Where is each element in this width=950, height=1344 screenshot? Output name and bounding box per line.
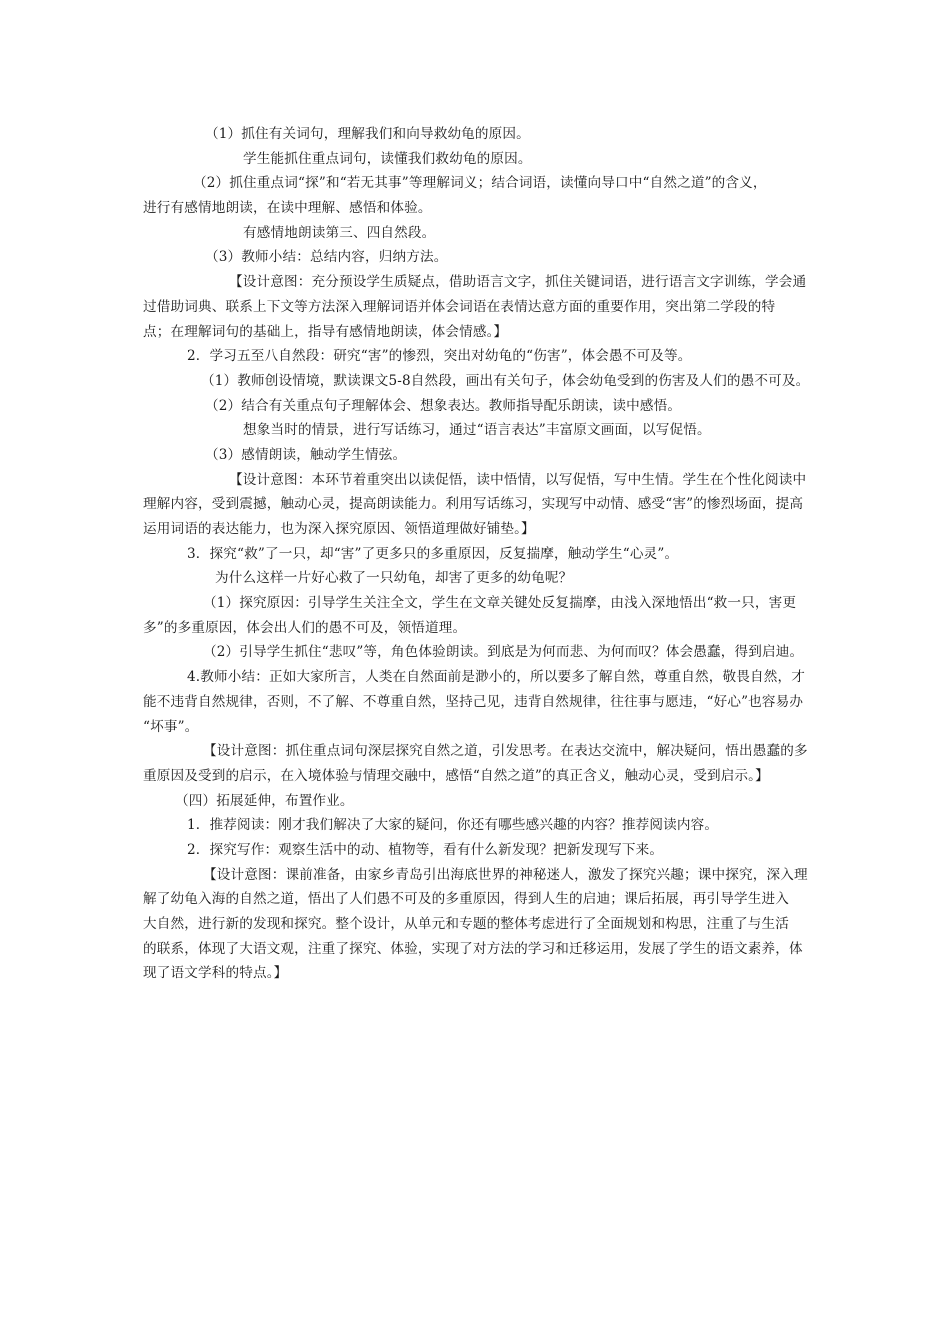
text-line-23: 4.教师小结：正如大家所言，人类在自然面前是渺小的，所以要多了解自然，尊重自然，敬畏自然，才 bbox=[187, 669, 805, 686]
text-line-15: 【设计意图：本环节着重突出以读促悟，读中悟情，以写促悟，写中生情。学生在个性化阅读中 bbox=[229, 471, 807, 488]
document-page bbox=[143, 122, 809, 986]
text-line-10: 2．学习五至八自然段：研究“害”的惨烈，突出对幼龟的“伤害”，体会愚不可及等。 bbox=[187, 348, 692, 365]
text-line-4: 进行有感情地朗读，在读中理解、感悟和体验。 bbox=[143, 200, 432, 217]
text-line-35: 现了语文学科的特点。】 bbox=[143, 965, 288, 982]
text-line-31: 【设计意图：课前准备，由家乡青岛引出海底世界的神秘迷人，激发了探究兴趣；课中探究，深入理 bbox=[203, 866, 808, 883]
text-line-19: 为什么这样一片好心救了一只幼龟，却害了更多的幼龟呢？ bbox=[215, 570, 573, 587]
text-line-1: （1）抓住有关词句，理解我们和向导救幼龟的原因。 bbox=[205, 126, 530, 142]
text-line-27: 重原因及受到的启示，在入境体验与情理交融中，感悟“自然之道”的真正含义，触动心灵，受到启示。】 bbox=[143, 767, 769, 784]
text-line-2: 学生能抓住重点词句，读懂我们救幼龟的原因。 bbox=[243, 150, 532, 167]
text-line-29: 1．推荐阅读：刚才我们解决了大家的疑问，你还有哪些感兴趣的内容？推荐阅读内容。 bbox=[187, 817, 719, 834]
text-line-7: 【设计意图：充分预设学生质疑点，借助语言文字，抓住关键词语，进行语言文字训练，学会通 bbox=[229, 274, 807, 291]
text-line-16: 理解内容，受到震撼，触动心灵，提高朗读能力。利用写话练习，实现写中动情、感受“害”的惨烈场面，提高 bbox=[143, 496, 804, 513]
text-line-17: 运用词语的表达能力，也为深入探究原因、领悟道理做好铺垫。】 bbox=[143, 521, 535, 537]
text-line-26: 【设计意图：抓住重点词句深层探究自然之道，引发思考。在表达交流中，解决疑问，悟出愚蠢的多 bbox=[203, 743, 808, 760]
text-line-9: 点；在理解词句的基础上，指导有感情地朗读，体会情感。】 bbox=[143, 323, 508, 340]
text-line-28: （四）拓展延伸，布置作业。 bbox=[175, 792, 354, 809]
text-line-13: 想象当时的情景，进行写话练习，通过“语言表达”丰富原文画面，以写促悟。 bbox=[243, 422, 711, 439]
text-line-32: 解了幼龟入海的自然之道，悟出了人们愚不可及的多重原因，得到人生的启迪；课后拓展，再引导学生进入 bbox=[143, 891, 789, 908]
text-line-33: 大自然，进行新的发现和探究。整个设计，从单元和专题的整体考虑进行了全面规划和构思，注重了与生活 bbox=[143, 916, 789, 932]
text-line-30: 2．探究写作：观察生活中的动、植物等，看有什么新发现？把新发现写下来。 bbox=[187, 841, 664, 858]
text-line-14: （3）感情朗读，触动学生情弦。 bbox=[205, 446, 407, 463]
text-line-18: 3．探究“救”了一只，却“害”了更多只的多重原因，反复揣摩，触动学生“心灵”。 bbox=[187, 545, 679, 562]
text-line-3: （2）抓住重点词“探”和“若无其事”等理解词义；结合词语，读懂向导口中“自然之道”的含义， bbox=[193, 175, 767, 192]
text-line-22: （2）引导学生抓住“悲叹”等，角色体验朗读。到底是为何而悲、为何而叹？体会愚蠢，得到启迪。 bbox=[203, 644, 804, 661]
text-line-24: 能不违背自然规律，否则，不了解、不尊重自然，坚持己见，违背自然规律，往往事与愿违，“好心”也容易办 bbox=[143, 693, 804, 710]
text-line-12: （2）结合有关重点句子理解体会、想象表达。教师指导配乐朗读，读中感悟。 bbox=[205, 397, 682, 414]
text-line-34: 的联系，体现了大语文观，注重了探究、体验，实现了对方法的学习和迁移运用，发展了学生的语文素养，体 bbox=[143, 940, 803, 957]
text-line-8: 过借助词典、联系上下文等方法深入理解词语并体会词语在表情达意方面的重要作用，突出第二学段的特 bbox=[143, 298, 776, 315]
text-line-25: “坏事”。 bbox=[143, 718, 199, 735]
text-line-5: 有感情地朗读第三、四自然段。 bbox=[243, 224, 436, 241]
text-line-6: （3）教师小结：总结内容，归纳方法。 bbox=[205, 249, 448, 266]
text-line-20: （1）探究原因：引导学生关注全文，学生在文章关键处反复揣摩，由浅入深地悟出“救一只，害更 bbox=[203, 595, 797, 612]
text-line-21: 多”的多重原因，体会出人们的愚不可及，领悟道理。 bbox=[143, 619, 467, 636]
text-line-11: （1）教师创设情境，默读课文5-8自然段，画出有关句子，体会幼龟受到的伤害及人们的愚不可及。 bbox=[201, 372, 809, 389]
